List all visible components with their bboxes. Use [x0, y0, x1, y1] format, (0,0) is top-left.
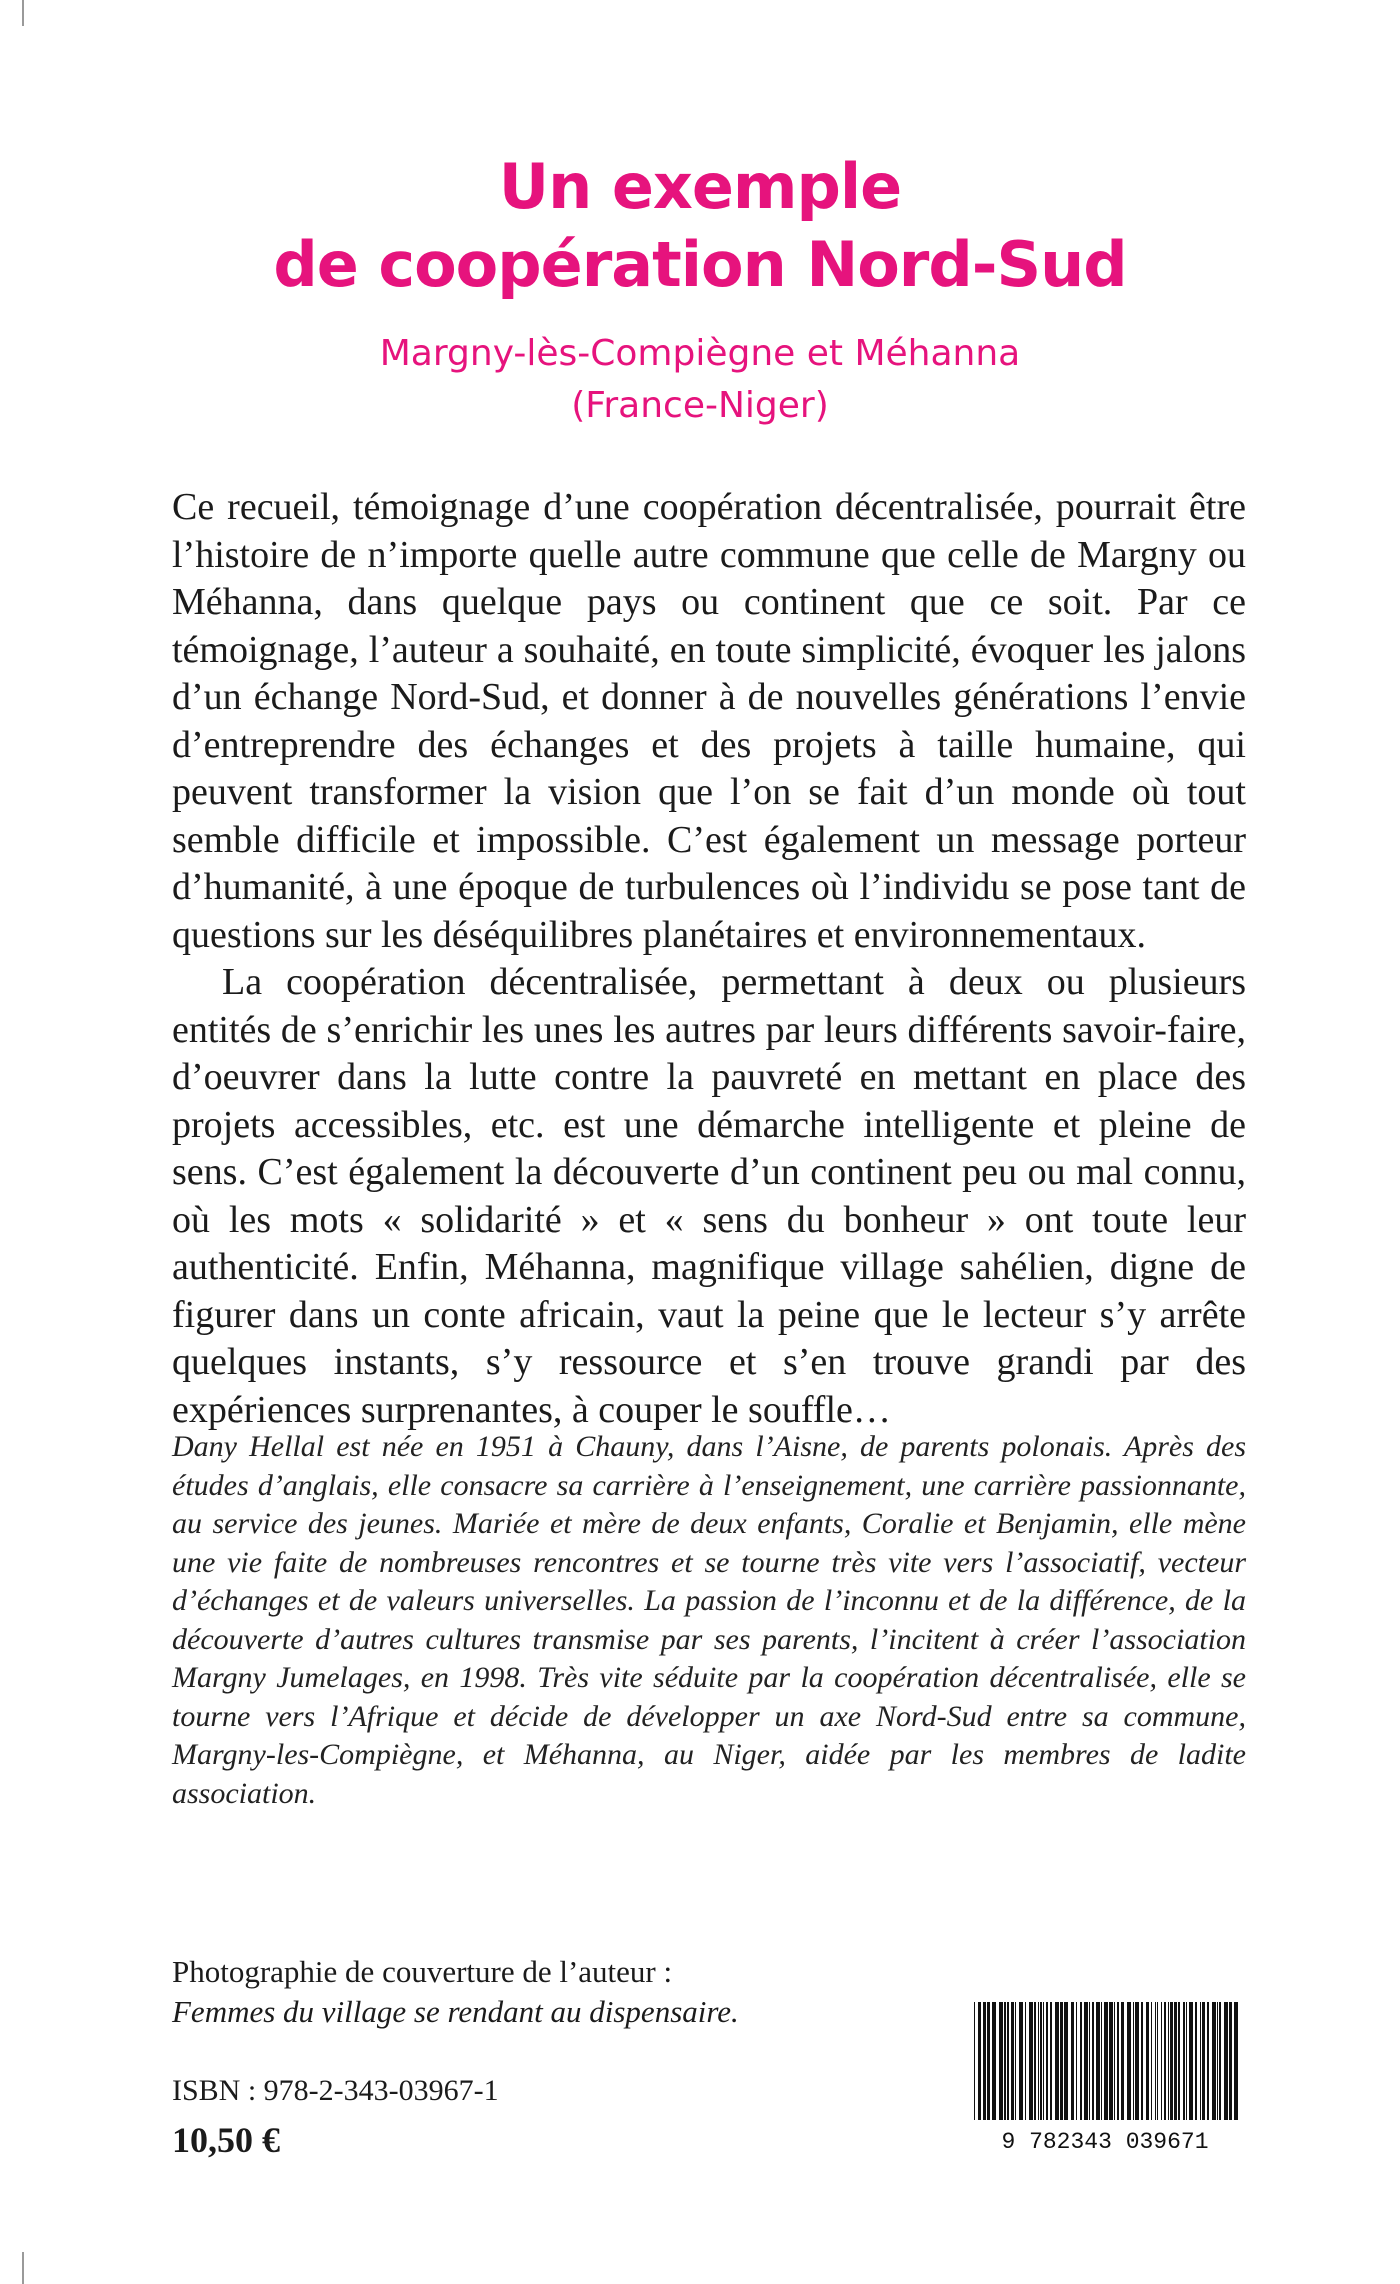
barcode-bar	[1019, 2002, 1023, 2120]
barcode-bar	[1164, 2002, 1166, 2120]
barcode-bar	[1007, 2002, 1009, 2120]
barcode-bar	[1195, 2002, 1197, 2120]
barcode-bar	[1202, 2002, 1205, 2120]
barcode-bar	[1170, 2002, 1173, 2120]
barcode-bar	[1229, 2002, 1232, 2120]
book-title	[0, 148, 1400, 304]
barcode-bar	[1224, 2002, 1228, 2120]
isbn: ISBN : 978-2-343-03967-1	[172, 2074, 499, 2107]
barcode-bar	[1089, 2002, 1090, 2120]
barcode-bar	[1050, 2002, 1052, 2120]
barcode-bar	[1174, 2002, 1177, 2120]
barcode-bar	[1178, 2002, 1180, 2120]
barcode-bar	[1212, 2002, 1216, 2120]
subtitle-line-2: (France-Niger)	[571, 385, 829, 426]
barcode-bar	[987, 2002, 990, 2120]
barcode-bar	[1114, 2002, 1115, 2120]
barcode-bar	[1168, 2002, 1169, 2120]
barcode-bar	[1189, 2002, 1193, 2120]
barcode	[962, 2002, 1248, 2152]
barcode-bars	[974, 2002, 1238, 2120]
barcode-bar	[1101, 2002, 1102, 2120]
barcode-bar	[1121, 2002, 1124, 2120]
barcode-bar	[1015, 2002, 1016, 2120]
barcode-bar	[1043, 2002, 1044, 2120]
barcode-bar	[1080, 2002, 1082, 2120]
barcode-bar	[1127, 2002, 1131, 2120]
summary-paragraph-1: Ce recueil, témoignage d’une coopération décentralisée, pourrait être l’histoire de n’importe quelle autre commune que celle de Margny ou Méhanna, dans quelque pays ou continent que ce soit. Par ce témoignage, l’auteur a souhaité, en toute simplicité, évoquer les jalons d’un échange Nord-Sud, et donner à de nouvelles générations l’envie d’entreprendre des échanges et des projets à taille humaine, qui peuvent transformer la vision que l’on se fait d’un monde où tout semble difficile et impossible. C’est également un message porteur d’humanité, à une époque de turbulences où l’individu se pose tant de questions sur les déséquilibres planétaires et environnementaux.	[172, 486, 1246, 956]
barcode-bar	[1183, 2002, 1185, 2120]
barcode-bar	[1219, 2002, 1221, 2120]
barcode-bar	[1011, 2002, 1014, 2120]
barcode-bar	[1046, 2002, 1048, 2120]
barcode-bar	[1060, 2002, 1063, 2120]
barcode-digits: 9 782343 039671	[1001, 2129, 1209, 2152]
barcode-bar	[1040, 2002, 1042, 2120]
summary-text	[172, 484, 1246, 1434]
barcode-bar	[1064, 2002, 1068, 2120]
barcode-bar	[1161, 2002, 1162, 2120]
barcode-bar	[1071, 2002, 1074, 2120]
barcode-bar	[992, 2002, 996, 2120]
barcode-bar	[1200, 2002, 1201, 2120]
barcode-bar	[1076, 2002, 1077, 2120]
barcode-bar	[1155, 2002, 1156, 2120]
barcode-bar	[974, 2002, 975, 2120]
barcode-bar	[999, 2002, 1003, 2120]
summary-paragraph-2: La coopération décentralisée, permettant à deux ou plusieurs entités de s’enrichir les unes les autres par leurs différents savoir-faire, d’oeuvrer dans la lutte contre la pauvreté en mettant en place des projets accessibles, etc. est une démarche intelligente et pleine de sens. C’est également la découverte d’un continent peu ou mal connu, où les mots « solidarité » et « sens du bonheur » ont toute leur authenticité. Enfin, Méhanna, magnifique village sahélien, digne de figurer dans un conte africain, vaut la peine que le lecteur s’y arrête quelques instants, s’y ressource et s’en trouve grandi par des expériences surprenantes, à couper le souffle…	[172, 961, 1246, 1431]
barcode-bar	[1141, 2002, 1143, 2120]
barcode-bar	[1234, 2002, 1238, 2120]
barcode-bar	[1104, 2002, 1108, 2120]
barcode-bar	[978, 2002, 981, 2120]
barcode-bar	[1029, 2002, 1033, 2120]
barcode-bar	[1004, 2002, 1006, 2120]
barcode-bar	[1135, 2002, 1139, 2120]
photo-credit	[172, 1952, 812, 2032]
author-bio: Dany Hellal est née en 1951 à Chauny, dans l’Aisne, de parents polonais. Après des études d’anglais, elle consacre sa carrière à l’enseignement, une carrière passionnante, au service des jeunes. Mariée et mère de deux enfants, Coralie et Benjamin, elle mène une vie faite de nombreuses rencontres et se tourne très vite vers l’associatif, vecteur d’échanges et de valeurs universelles. La passion de l’inconnu et de la différence, de la découverte d’autres cultures transmise par ses parents, l’incitent à créer l’association Margny Jumelages, en 1998. Très vite séduite par la coopération décentralisée, elle se tourne vers l’Afrique et décide de développer un axe Nord-Sud entre sa commune, Margny-les-Compiègne, et Méhanna, au Niger, aidée par les membres de ladite association.	[172, 1430, 1246, 1810]
barcode-bar	[983, 2002, 986, 2120]
book-subtitle	[0, 328, 1400, 432]
barcode-bar	[1055, 2002, 1059, 2120]
crop-mark-bottom	[22, 2252, 24, 2284]
barcode-bar	[1096, 2002, 1100, 2120]
crop-mark-top	[22, 0, 24, 26]
title-line-1: Un exemple	[498, 150, 902, 223]
barcode-bar	[1084, 2002, 1088, 2120]
barcode-bar	[1217, 2002, 1218, 2120]
title-line-2: de coopération Nord-Sud	[273, 228, 1127, 301]
photo-credit-label: Photographie de couverture de l’auteur :	[172, 1954, 673, 1989]
barcode-bar	[1186, 2002, 1187, 2120]
barcode-bar	[1025, 2002, 1026, 2120]
barcode-bar	[1157, 2002, 1158, 2120]
barcode-bar	[1207, 2002, 1209, 2120]
barcode-bar	[1146, 2002, 1149, 2120]
photo-credit-title: Femmes du village se rendant au dispensaire.	[172, 1994, 739, 2029]
barcode-bar	[1038, 2002, 1039, 2120]
barcode-bar	[1109, 2002, 1113, 2120]
barcode-bar	[1092, 2002, 1094, 2120]
barcode-bar	[1133, 2002, 1134, 2120]
price: 10,50 €	[172, 2120, 280, 2160]
barcode-bar	[1151, 2002, 1152, 2120]
subtitle-line-1: Margny-lès-Compiègne et Méhanna	[379, 333, 1021, 374]
barcode-bar	[1117, 2002, 1119, 2120]
barcode-bar	[1034, 2002, 1036, 2120]
